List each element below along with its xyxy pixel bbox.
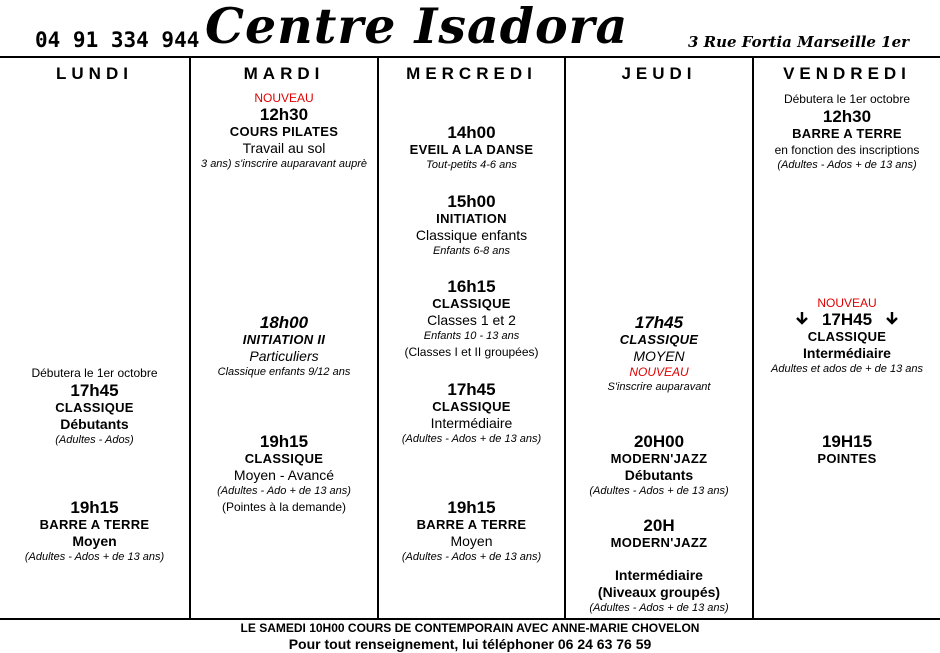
class-name: EVEIL A LA DANSE xyxy=(409,142,534,157)
class-block xyxy=(191,91,377,172)
class-name: CLASSIQUE xyxy=(619,332,699,347)
class-level: en fonction des inscriptions xyxy=(774,143,920,157)
class-audience: Enfants 10 - 13 ans xyxy=(423,330,520,342)
arrow-down-icon xyxy=(877,310,907,329)
class-name: CLASSIQUE xyxy=(432,296,511,311)
class-time: 19H15 xyxy=(821,432,873,451)
class-audience: (Adultes - Ados) xyxy=(55,434,134,446)
class-block xyxy=(754,432,940,467)
class-level: Intermédiaire xyxy=(615,567,703,583)
class-block xyxy=(379,277,564,360)
class-block xyxy=(566,516,752,616)
class-audience: (Adultes - Ados + de 13 ans) xyxy=(24,551,165,563)
column-lundi xyxy=(0,58,189,620)
class-name: MODERN'JAZZ xyxy=(610,535,708,550)
column-jeudi xyxy=(564,58,752,620)
new-badge: NOUVEAU xyxy=(817,296,877,310)
class-audience: Enfants 6-8 ans xyxy=(432,245,511,257)
column-vendredi xyxy=(752,58,940,620)
class-note: (Pointes à la demande) xyxy=(221,500,347,514)
day-header-mercredi: MERCREDI xyxy=(406,64,537,83)
class-audience: Tout-petits 4-6 ans xyxy=(426,159,517,171)
page-title: Centre Isadora xyxy=(205,0,629,55)
class-block xyxy=(191,432,377,515)
class-note: (Classes I et II groupées) xyxy=(404,345,539,359)
schedule-grid xyxy=(0,56,940,620)
class-level: Débutants xyxy=(60,416,129,432)
class-audience: S'inscrire auparavant xyxy=(607,381,711,393)
class-audience: (Adultes - Ados + de 13 ans) xyxy=(401,551,542,563)
class-name: INITIATION II xyxy=(242,332,326,347)
phone-number: 04 91 334 944 xyxy=(35,28,200,52)
class-name: BARRE A TERRE xyxy=(416,517,527,532)
class-block xyxy=(379,380,564,447)
class-audience: (Adultes - Ados + de 13 ans) xyxy=(589,602,729,614)
footer-saturday-note: LE SAMEDI 10H00 COURS DE CONTEMPORAIN AVEC ANNE-MARIE CHOVELON xyxy=(240,621,700,635)
class-block xyxy=(754,296,940,377)
class-level: Classes 1 et 2 xyxy=(427,312,516,328)
class-time: 17h45 xyxy=(447,380,496,399)
class-level: Moyen - Avancé xyxy=(233,467,335,483)
class-name: CLASSIQUE xyxy=(244,451,324,466)
class-block xyxy=(191,313,377,380)
class-block xyxy=(566,432,752,499)
class-time: 20H00 xyxy=(633,432,685,451)
class-time: 19h15 xyxy=(70,498,119,517)
class-time-row xyxy=(754,310,940,329)
class-block xyxy=(566,313,752,395)
column-mercredi xyxy=(377,58,564,620)
class-name: POINTES xyxy=(817,451,877,466)
class-level: Moyen xyxy=(72,533,117,549)
class-name: CLASSIQUE xyxy=(432,399,511,414)
class-audience: (Adultes - Ado + de 13 ans) xyxy=(217,485,351,497)
address: 3 Rue Fortia Marseille 1er xyxy=(688,33,910,51)
class-audience: 3 ans) s'inscrire auparavant auprè xyxy=(201,158,367,170)
class-level: Intermédiaire xyxy=(803,345,891,361)
class-name: INITIATION xyxy=(436,211,507,226)
class-name: CLASSIQUE xyxy=(807,329,887,344)
class-level: Moyen xyxy=(450,533,493,549)
class-block xyxy=(379,192,564,259)
class-time: 15h00 xyxy=(447,192,496,211)
class-name: BARRE A TERRE xyxy=(39,517,150,532)
class-time: 17h45 xyxy=(634,313,684,332)
column-mardi xyxy=(189,58,377,620)
class-time: 19h15 xyxy=(447,498,496,517)
class-block xyxy=(754,91,940,173)
class-audience: Adultes et ados de + de 13 ans xyxy=(771,363,923,375)
class-audience: (Adultes - Ados + de 13 ans) xyxy=(589,485,729,497)
class-time: 18h00 xyxy=(259,313,309,332)
class-level: Travail au sol xyxy=(242,140,326,156)
class-block xyxy=(379,498,564,565)
class-audience: Classique enfants 9/12 ans xyxy=(217,366,351,378)
day-header-jeudi: JEUDI xyxy=(621,64,697,83)
class-name: CLASSIQUE xyxy=(55,400,134,415)
header xyxy=(0,0,940,58)
class-audience: (Adultes - Ados + de 13 ans) xyxy=(777,159,917,171)
class-level: MOYEN xyxy=(633,348,685,364)
day-header-vendredi: VENDREDI xyxy=(783,64,911,83)
arrow-down-icon xyxy=(787,310,817,329)
class-name: BARRE A TERRE xyxy=(792,126,902,141)
class-time: 20H xyxy=(643,516,675,535)
footer-contact: Pour tout renseignement, lui téléphoner 06 24 63 76 59 xyxy=(288,636,652,652)
class-name: COURS PILATES xyxy=(229,124,339,139)
class-time: 17h45 xyxy=(70,381,119,400)
day-header-lundi: LUNDI xyxy=(56,64,133,83)
day-header-mardi: MARDI xyxy=(243,64,325,83)
new-badge: NOUVEAU xyxy=(629,365,689,379)
class-level-detail: (Niveaux groupés) xyxy=(597,584,721,600)
class-time: 12h30 xyxy=(822,107,872,126)
class-start-note: Débutera le 1er octobre xyxy=(783,92,911,106)
class-level: Particuliers xyxy=(249,348,319,364)
class-level: Intermédiaire xyxy=(430,415,513,431)
class-start-note: Débutera le 1er octobre xyxy=(31,366,158,380)
class-level: Classique enfants xyxy=(415,227,528,243)
new-badge: NOUVEAU xyxy=(254,91,314,105)
class-block xyxy=(0,365,189,448)
class-name: MODERN'JAZZ xyxy=(610,451,708,466)
class-time: 14h00 xyxy=(447,123,496,142)
class-time: 17H45 xyxy=(821,310,873,329)
class-time: 16h15 xyxy=(447,277,496,296)
class-time: 12h30 xyxy=(259,105,309,124)
class-time: 19h15 xyxy=(259,432,309,451)
class-level: Débutants xyxy=(624,467,694,483)
class-block xyxy=(379,123,564,173)
class-audience: (Adultes - Ados + de 13 ans) xyxy=(401,433,542,445)
class-block xyxy=(0,498,189,565)
